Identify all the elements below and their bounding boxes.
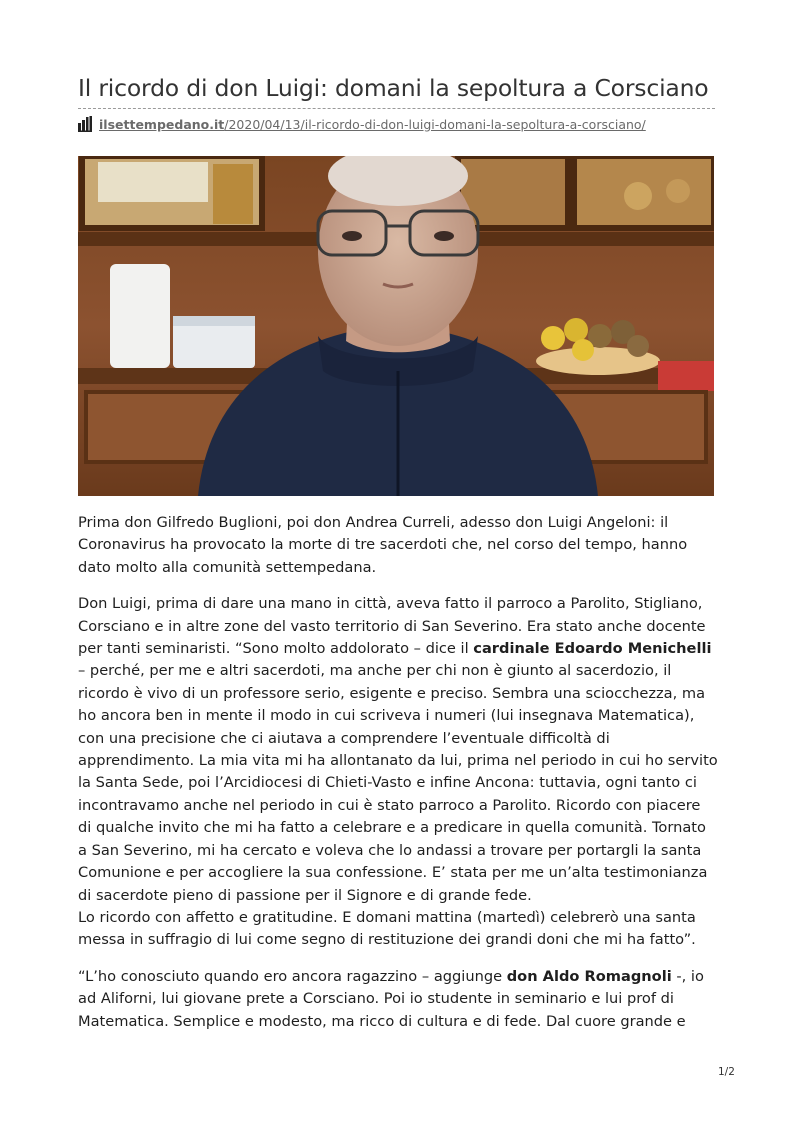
title-divider [78, 108, 715, 109]
page-number: 1/2 [718, 1066, 735, 1078]
article-photo [78, 156, 714, 496]
paragraph-3 [78, 966, 718, 1033]
source-line [78, 116, 646, 132]
paragraph-1: Prima don Gilfredo Buglioni, poi don Andrea Curreli, adesso don Luigi Angeloni: il Coronavirus ha provocato la morte di tre sacerdoti che, nel corso del tempo, hanno dato molto alla comunità settempedana. [78, 514, 688, 576]
paragraph-2-closing: Lo ricordo con affetto e gratitudine. E domani mattina (martedì) celebrerò una santa messa in suffragio di lui come segno di restituzione dei grandi doni che mi ha fatto”. [78, 908, 696, 949]
source-path: /2020/04/13/il-ricordo-di-don-luigi-domani-la-sepoltura-a-corsciano/ [224, 116, 646, 132]
site-logo-icon [78, 116, 92, 132]
article-body [78, 512, 718, 1047]
elderly-priest-portrait-icon [78, 156, 714, 496]
paragraph-3-text: -, io ad Aliforni, lui giovane prete a Corsciano. Poi io studente in seminario e lui prof di Matematica. Semplice e modesto, ma ricco di cultura e di fede. Dal cuore grande e [78, 967, 704, 1030]
cardinal-name: cardinale Edoardo Menichelli [473, 640, 712, 658]
article-title: Il ricordo di don Luigi: domani la sepoltura a Corsciano [78, 74, 709, 102]
priest-name: don Aldo Romagnoli [506, 967, 672, 985]
paragraph-2-intro: Don Luigi, prima di dare una mano in città, aveva fatto il parroco a Parolito, Stigliano, Corsciano e in altre zone del vasto territorio di San Severino. Era stato anche docente per tanti seminaristi. “Sono molto addolorato – dice il [78, 595, 706, 658]
source-domain: ilsettempedano.it [99, 116, 225, 132]
paragraph-2-quote: – perché, per me e altri sacerdoti, ma anche per chi non è giunto al sacerdozio, il ricordo è vivo di un professore serio, esigente e preciso. Sembra una sciocchezza, ma ho ancora ben in mente il modo in cui scriveva i numeri (lui insegnava Matematica), con una precisione che ci aiutava a comprendere l’eventuale difficoltà di apprendimento. La mia vita mi ha allontanato da lui, prima nel periodo in cui ho servito la Santa Sede, poi l’Arcidiocesi di Chieti-Vasto e infine Ancona: tuttavia, ogni tanto ci incontravamo anche nel periodo in cui è stato parroco a Parolito. Ricordo con piacere di qualche invito che mi ha fatto a celebrare e a predicare in quella comunità. Tornato a San Severino, mi ha cercato e voleva che lo andassi a trovare per portargli la santa Comunione e per accogliere la sua confessione. E’ stata per me un’alta testimonianza di sacerdote pieno di passione per il Signore e di grande fede. [78, 662, 718, 904]
source-link[interactable] [99, 117, 646, 132]
paragraph-3-intro: “L’ho conosciuto quando ero ancora ragazzino – aggiunge [78, 967, 507, 985]
paragraph-2 [78, 593, 718, 952]
